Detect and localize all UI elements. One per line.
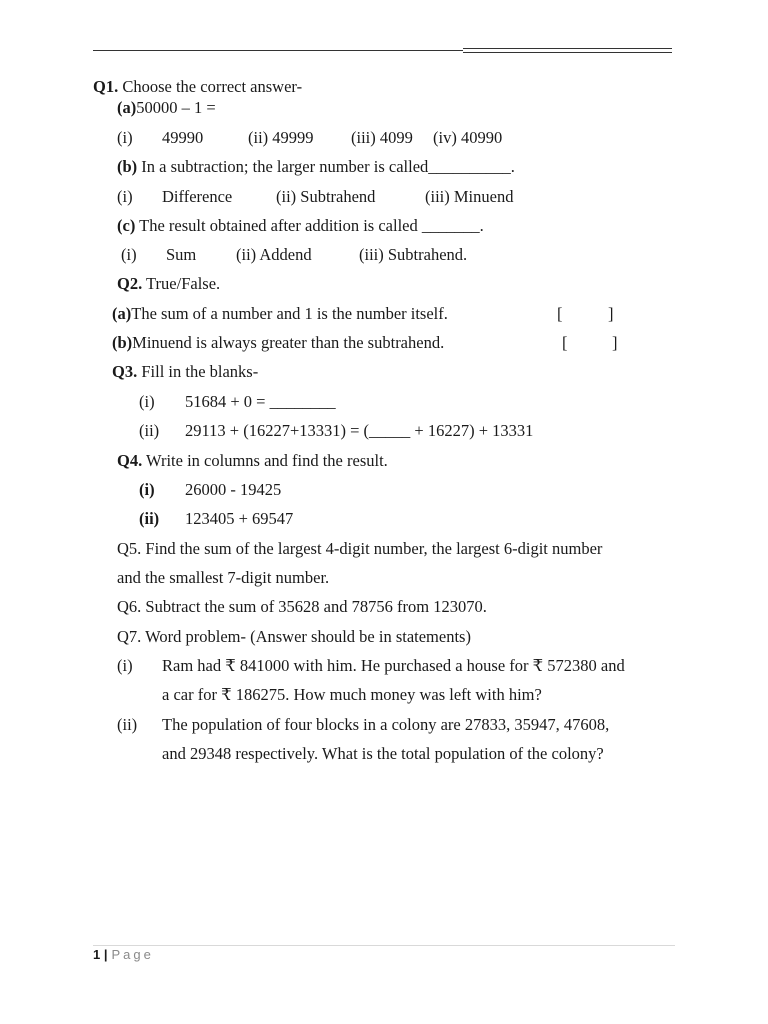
q1-b-label: (b): [117, 157, 138, 176]
q1-a-option-3: (iii) 4099: [351, 128, 413, 147]
q1-c-label: (c): [117, 216, 136, 235]
q2-heading: [117, 274, 220, 294]
q3-title: Fill in the blanks-: [141, 362, 259, 381]
q4-ii-text: 123405 + 69547: [185, 509, 294, 528]
q1-heading: [93, 77, 302, 97]
q4-i-text: 26000 - 19425: [185, 480, 282, 499]
q1-label: Q1.: [93, 77, 119, 96]
header-rule-right: [463, 48, 672, 53]
q1-c-text: The result obtained after addition is called _______.: [139, 216, 484, 235]
q2-b-bracket-open: [: [562, 333, 568, 352]
q1-c-option-1: Sum: [166, 245, 197, 264]
q2-a-statement: [112, 304, 448, 324]
q4-label: Q4.: [117, 451, 143, 470]
q1-b-option-2: (ii) Subtrahend: [276, 187, 376, 206]
q1-c-option-3: (iii) Subtrahend.: [359, 245, 468, 264]
q3-i-text: 51684 + 0 = ________: [185, 392, 336, 411]
q2-a-bracket-open: [: [557, 304, 563, 323]
q2-label: Q2.: [117, 274, 143, 293]
q1-b-option-1: Difference: [162, 187, 233, 206]
q4-heading: [117, 451, 388, 471]
q3-ii-text: 29113 + (16227+13331) = (_____ + 16227) + 13331: [185, 421, 534, 440]
q1-a-option-2: (ii) 49999: [248, 128, 314, 147]
q1-a-label: (a): [117, 98, 137, 117]
q1-b-option-1-number: (i): [117, 187, 133, 206]
q7-ii-number: (ii): [117, 715, 138, 734]
q5-line-1: Q5. Find the sum of the largest 4-digit number, the largest 6-digit number: [117, 539, 603, 558]
q3-heading: [112, 362, 258, 382]
q7-ii-line-2: and 29348 respectively. What is the total population of the colony?: [162, 744, 604, 763]
q1-b-option-3: (iii) Minuend: [425, 187, 514, 206]
page-label: Page: [111, 947, 154, 962]
q7-title: Q7. Word problem- (Answer should be in statements): [117, 627, 471, 646]
page-footer: [93, 947, 154, 962]
q3-ii-number: (ii): [139, 421, 160, 440]
q1-b-question: [117, 157, 515, 177]
q2-b-label: (b): [112, 333, 133, 352]
q7-i-number: (i): [117, 656, 133, 675]
q1-a-option-4: (iv) 40990: [433, 128, 503, 147]
page-number: 1: [93, 947, 101, 962]
q1-title: Choose the correct answer-: [122, 77, 303, 96]
q1-a-question: [117, 98, 216, 118]
q2-title: True/False.: [146, 274, 221, 293]
footer-rule: [93, 945, 675, 946]
q4-i-number: (i): [139, 480, 155, 499]
q2-a-label: (a): [112, 304, 132, 323]
q3-label: Q3.: [112, 362, 138, 381]
q1-b-text: In a subtraction; the larger number is called__________.: [141, 157, 515, 176]
q7-ii-line-1: The population of four blocks in a colony are 27833, 35947, 47608,: [162, 715, 610, 734]
q1-a-option-1: 49990: [162, 128, 204, 147]
q4-title: Write in columns and find the result.: [146, 451, 388, 470]
q7-i-line-2: a car for ₹ 186275. How much money was left with him?: [162, 685, 542, 704]
q2-b-bracket-close: ]: [612, 333, 618, 352]
page-separator: |: [103, 947, 108, 962]
q6-text: Q6. Subtract the sum of 35628 and 78756 from 123070.: [117, 597, 487, 616]
q1-c-question: [117, 216, 484, 236]
q7-i-line-1: Ram had ₹ 841000 with him. He purchased a house for ₹ 572380 and: [162, 656, 625, 675]
q4-ii-number: (ii): [139, 509, 160, 528]
q2-b-statement: [112, 333, 444, 353]
header-rule-left: [93, 50, 463, 51]
q2-b-text: Minuend is always greater than the subtrahend.: [132, 333, 445, 352]
q1-a-text: 50000 – 1 =: [136, 98, 216, 117]
q1-c-option-1-number: (i): [121, 245, 137, 264]
q2-a-text: The sum of a number and 1 is the number itself.: [131, 304, 448, 323]
q1-a-option-1-number: (i): [117, 128, 133, 147]
q5-line-2: and the smallest 7-digit number.: [117, 568, 330, 587]
q1-c-option-2: (ii) Addend: [236, 245, 312, 264]
q3-i-number: (i): [139, 392, 155, 411]
q2-a-bracket-close: ]: [608, 304, 614, 323]
